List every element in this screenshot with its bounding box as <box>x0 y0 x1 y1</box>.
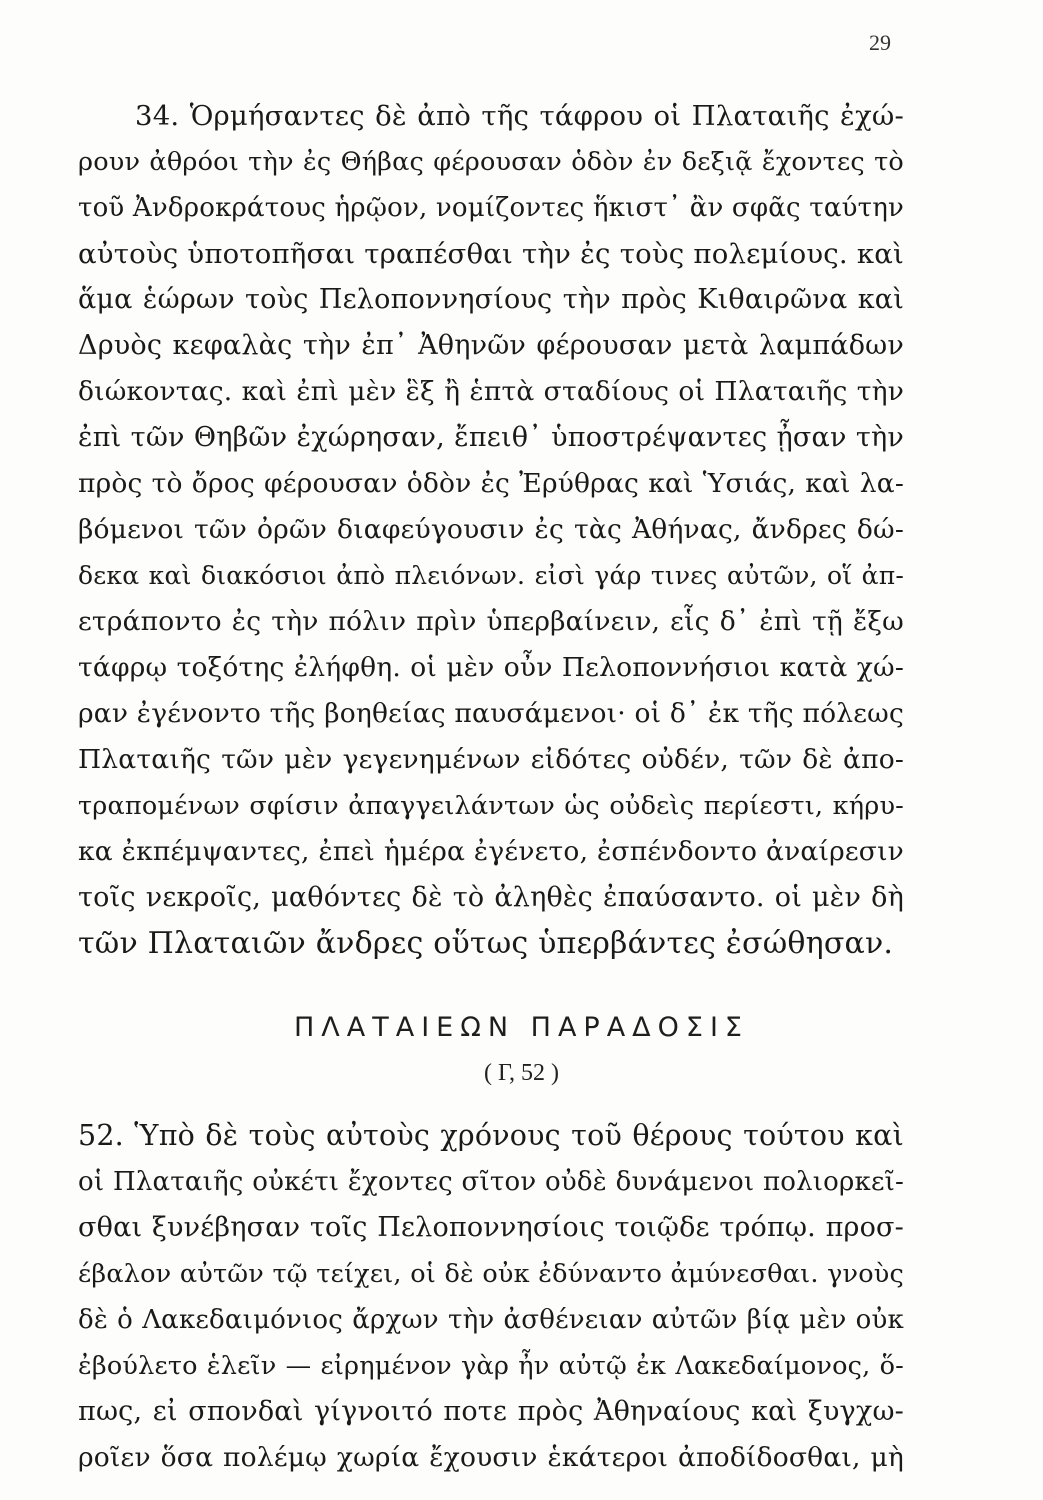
text-line: έβαλον αὐτῶν τῷ τείχει, οἱ δὲ οὐκ ἐδύναντο ἀμύνεσθαι. γνοὺς <box>78 1259 904 1289</box>
text-line: πως, εἰ σπονδαὶ γίγνοιτό ποτε πρὸς Ἀθηναίους καὶ ξυγχω- <box>78 1396 904 1427</box>
text-line: ρουν ἀθρόοι τὴν ἐς Θήβας φέρουσαν ὁδὸν ἐν δεξιᾷ ἔχοντες τὸ <box>78 147 904 177</box>
text-line: ἐβούλετο ἑλεῖν — εἰρημένον γὰρ ἦν αὐτῷ ἐκ Λακεδαίμονος, ὅ- <box>78 1351 904 1381</box>
page-number: 29 <box>869 30 891 55</box>
text-line: 34. Ὁρμήσαντες δὲ ἀπὸ τῆς τάφρου οἱ Πλαταιῆς ἐχώ- <box>135 100 904 132</box>
text-line: διώκοντας. καὶ ἐπὶ μὲν ἓξ ἢ ἑπτὰ σταδίους οἱ Πλαταιῆς τὴν <box>78 376 904 407</box>
text-line: αὐτοὺς ὑποτοπῆσαι τραπέσθαι τὴν ἐς τοὺς πολεμίους. καὶ <box>78 238 904 270</box>
text-line: τοῖς νεκροῖς, μαθόντες δὲ τὸ ἀληθὲς ἐπαύσαντο. οἱ μὲν δὴ <box>78 882 904 913</box>
text-line: δεκα καὶ διακόσιοι ἀπὸ πλειόνων. εἰσὶ γάρ τινες αὐτῶν, οἵ ἀπ- <box>78 561 904 590</box>
text-line: Δρυὸς κεφαλὰς τὴν ἐπ᾽ Ἀθηνῶν φέρουσαν μετὰ λαμπάδων <box>78 330 904 361</box>
text-line: σθαι ξυνέβησαν τοῖς Πελοποννησίοις τοιῷδε τρόπῳ. προσ- <box>78 1212 904 1243</box>
text-line: πρὸς τὸ ὄρος φέρουσαν ὁδὸν ἐς Ἐρύθρας καὶ Ὑσιάς, καὶ λα- <box>78 468 904 499</box>
text-line: κα ἐκπέμψαντες, ἐπεὶ ἡμέρα ἐγένετο, ἐσπένδοντο ἀναίρεσιν <box>78 836 904 867</box>
text-line: τοῦ Ἀνδροκράτους ἡρῷον, νομίζοντες ἥκιστ᾽ ἂν σφᾶς ταύτην <box>78 193 904 223</box>
text-line: 52. Ὑπὸ δὲ τοὺς αὐτοὺς χρόνους τοῦ θέρους τούτου καὶ <box>78 1119 904 1152</box>
text-line: τῶν Πλαταιῶν ἄνδρες οὕτως ὑπερβάντες ἐσώθησαν. <box>78 926 894 961</box>
text-line: ραν ἐγένοντο τῆς βοηθείας παυσάμενοι· οἱ δ᾽ ἐκ τῆς πόλεως <box>78 698 905 729</box>
text-line: βόμενοι τῶν ὀρῶν διαφεύγουσιν ἐς τὰς Ἀθήνας, ἄνδρες δώ- <box>78 514 904 545</box>
text-line: οἱ Πλαταιῆς οὐκέτι ἔχοντες σῖτον οὐδὲ δυνάμενοι πολιορκεῖ- <box>78 1167 904 1197</box>
text-line: τάφρῳ τοξότης ἐλήφθη. οἱ μὲν οὖν Πελοποννήσιοι κατὰ χώ- <box>78 652 904 683</box>
text-line: δὲ ὁ Λακεδαιμόνιος ἄρχων τὴν ἀσθένειαν αὐτῶν βίᾳ μὲν οὐκ <box>78 1305 904 1335</box>
text-line: Πλαταιῆς τῶν μὲν γεγενημένων εἰδότες οὐδέν, τῶν δὲ ἀπο- <box>78 744 904 775</box>
text-line: ετράποντο ἐς τὴν πόλιν πρὶν ὑπερβαίνειν, εἷς δ᾽ ἐπὶ τῇ ἔξω <box>78 606 904 637</box>
section-heading: ΠΛΑΤΑΙΕΩΝ ΠΑΡΑΔΟΣΙΣ <box>294 1012 749 1043</box>
text-line: ἐπὶ τῶν Θηβῶν ἐχώρησαν, ἔπειθ᾽ ὑποστρέψαντες ᾖσαν τὴν <box>78 422 904 453</box>
text-line: ροῖεν ὅσα πολέμῳ χωρία ἔχουσιν ἑκάτεροι ἀποδίδοσθαι, μὴ <box>78 1442 904 1473</box>
text-line: τραπομένων σφίσιν ἀπαγγειλάντων ὡς οὐδεὶς περίεστι, κήρυ- <box>78 791 904 821</box>
section-reference: ( Γ, 52 ) <box>484 1060 559 1086</box>
text-line: ἅμα ἑώρων τοὺς Πελοποννησίους τὴν πρὸς Κιθαιρῶνα καὶ <box>78 284 904 315</box>
